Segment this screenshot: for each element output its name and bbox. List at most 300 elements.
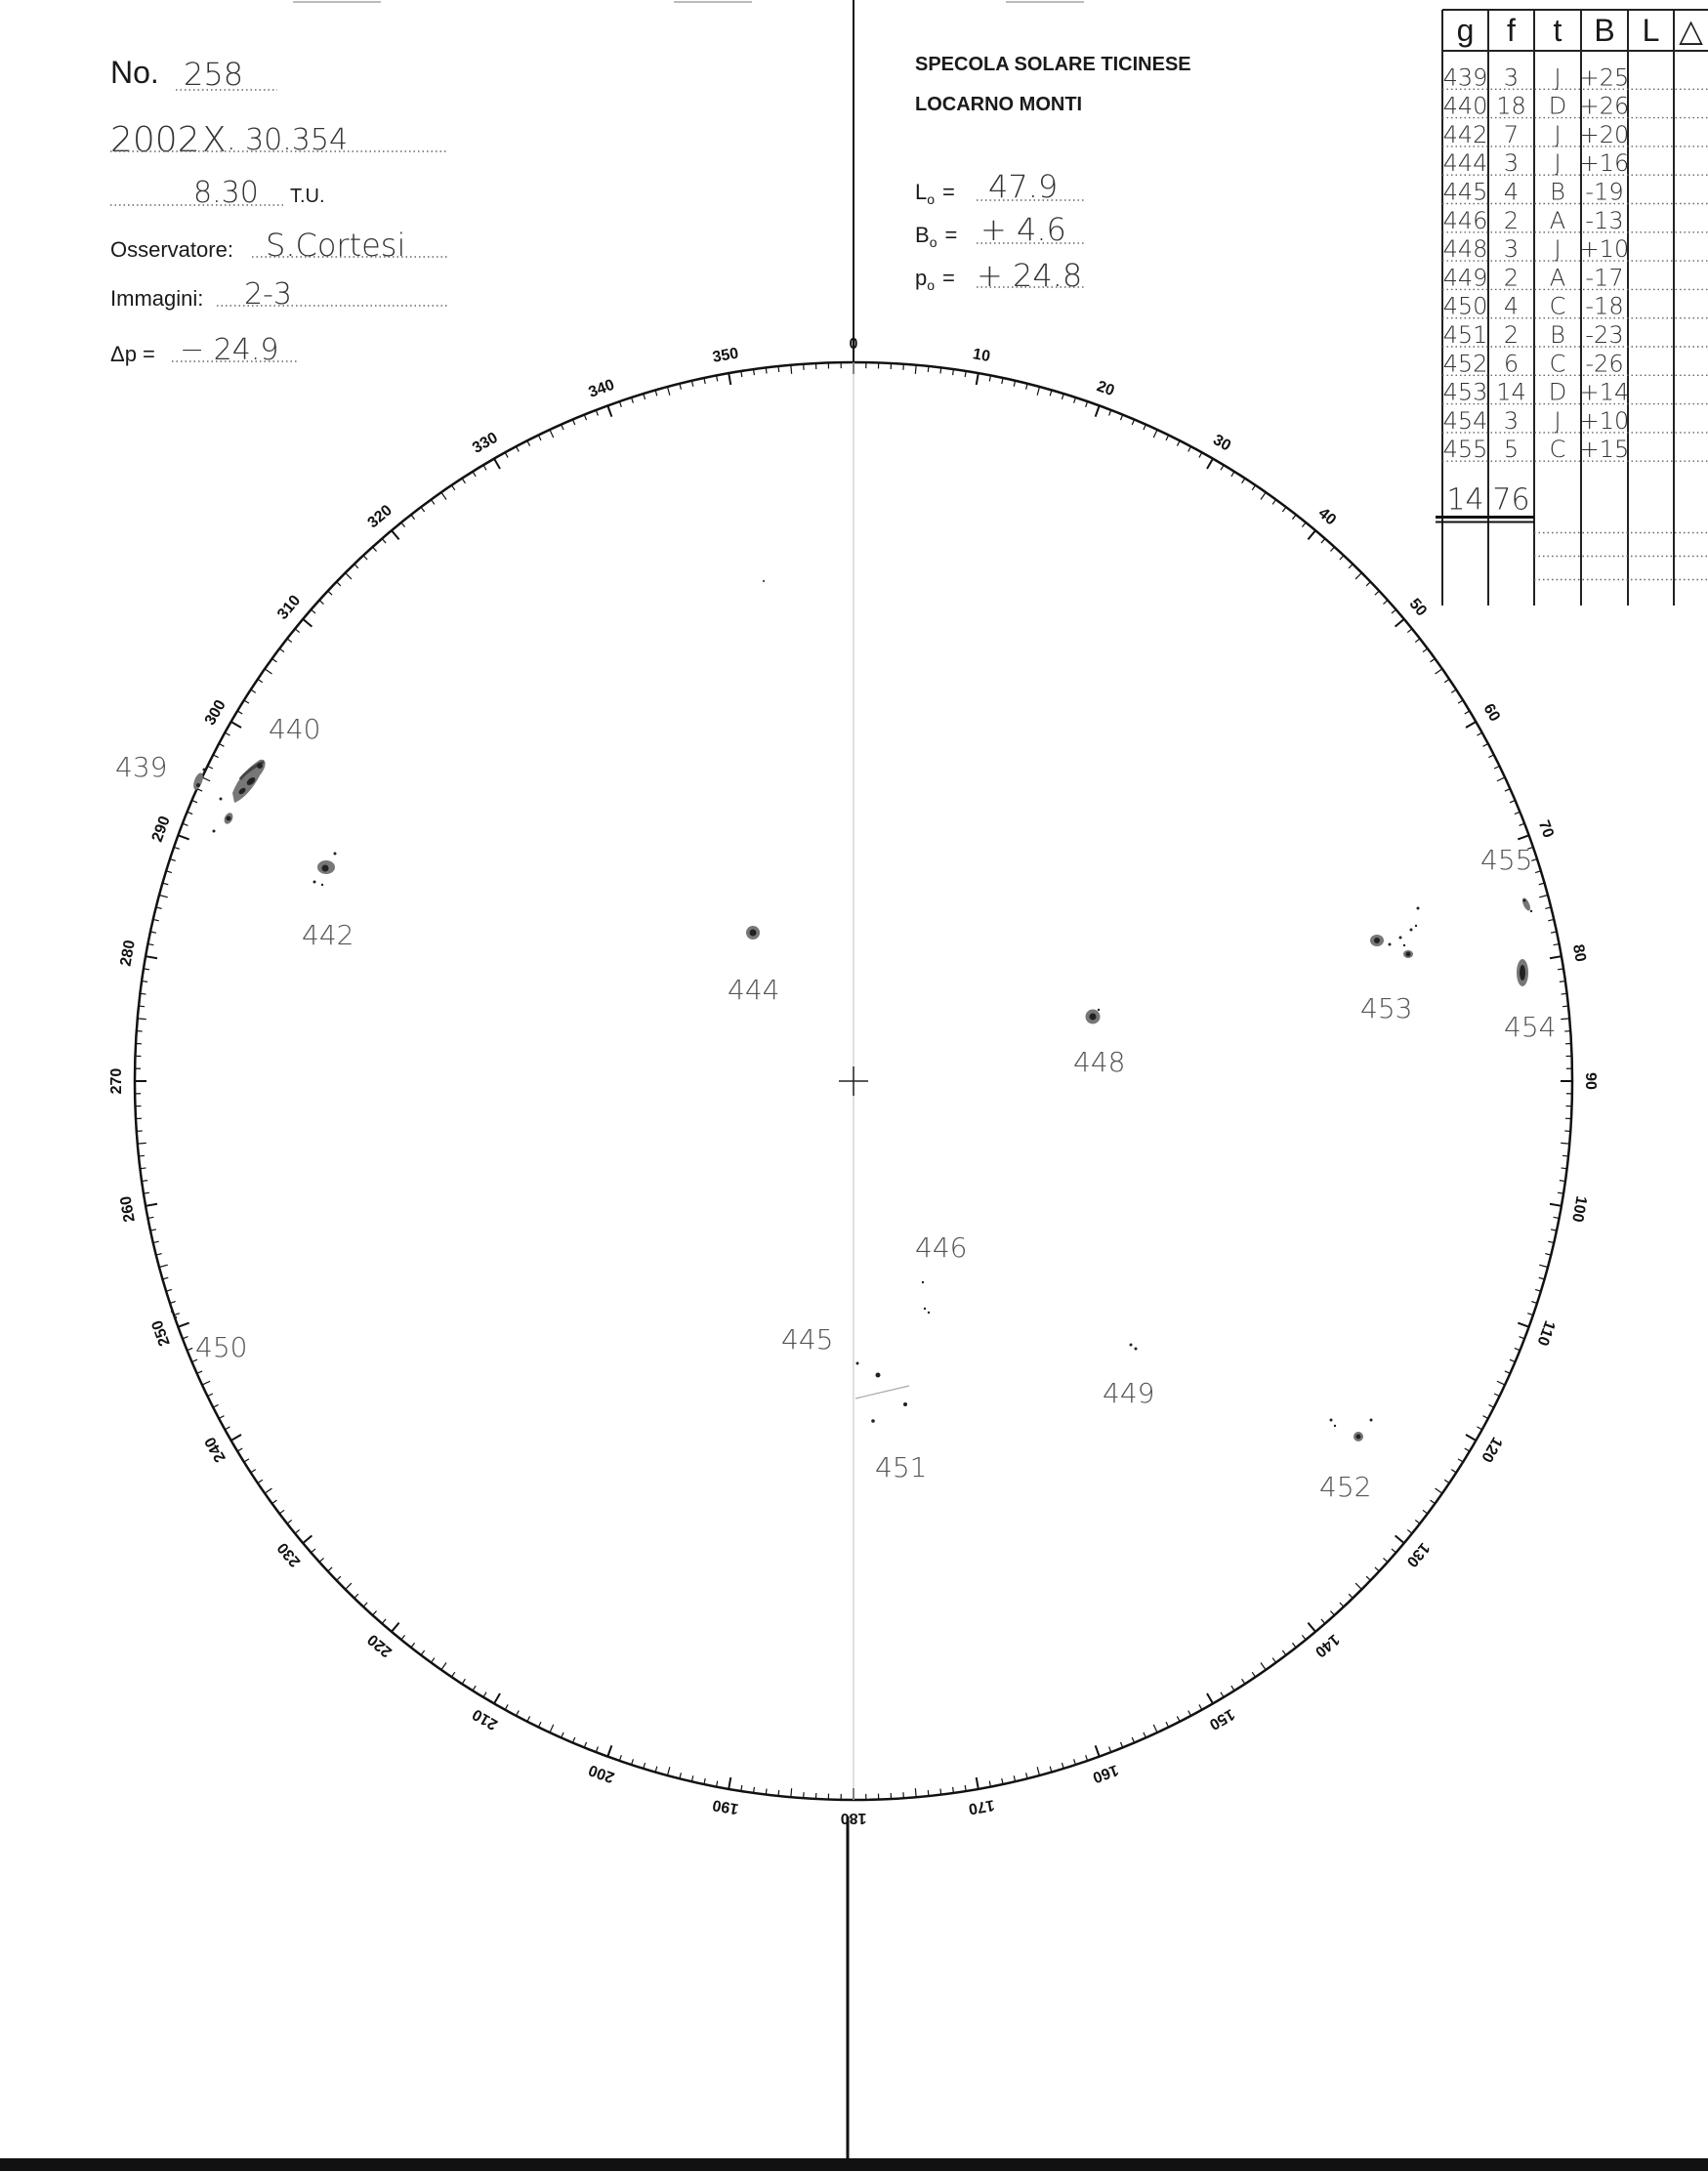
degree-tick [237, 1448, 242, 1451]
degree-tick [295, 629, 300, 633]
degree-label: 120 [1478, 1434, 1506, 1465]
table-cell-f: 2 [1503, 321, 1520, 349]
table-cell-t: C [1549, 436, 1566, 464]
P0-value: + 24.8 [977, 257, 1083, 294]
degree-tick [915, 365, 916, 374]
degree-tick [538, 435, 541, 439]
degree-tick [1539, 896, 1548, 898]
table-cell-g: 444 [1442, 149, 1488, 178]
degree-tick [213, 1404, 218, 1407]
degree-tick [1483, 743, 1488, 746]
degree-tick [202, 777, 210, 781]
degree-tick [1330, 547, 1334, 551]
degree-tick [729, 1777, 730, 1789]
degree-label: 310 [274, 592, 305, 623]
table-cell-B: +25 [1579, 63, 1630, 92]
degree-tick [1062, 1763, 1063, 1769]
degree-tick [392, 530, 399, 539]
degree-tick [1308, 530, 1315, 539]
degree-tick [1349, 564, 1353, 568]
degree-tick [754, 1787, 755, 1793]
degree-tick [251, 689, 256, 692]
table-cell-g: 454 [1442, 406, 1488, 435]
degree-label: 330 [470, 429, 501, 457]
table-cell-t: A [1549, 206, 1566, 234]
degree-tick [401, 1635, 405, 1640]
degree-tick [1423, 648, 1428, 652]
degree-label: 280 [117, 939, 139, 968]
degree-tick [219, 1416, 224, 1419]
degree-tick [142, 981, 147, 982]
degree-tick [1349, 1594, 1353, 1598]
group-label-446: 446 [915, 1232, 968, 1264]
degree-tick [337, 1576, 341, 1580]
table-cell-g: 451 [1442, 321, 1488, 349]
degree-tick [1494, 1394, 1499, 1397]
table-cell-B: +15 [1579, 436, 1630, 464]
table-cell-B: -17 [1585, 264, 1624, 292]
degree-tick [527, 440, 530, 445]
degree-tick [1355, 1583, 1361, 1589]
degree-tick [473, 1686, 476, 1691]
degree-label: 270 [108, 1067, 126, 1095]
table-cell-B: +16 [1579, 149, 1630, 178]
degree-tick [139, 1006, 145, 1007]
degree-tick [346, 573, 352, 579]
degree-tick [953, 369, 954, 375]
degree-label: 60 [1479, 700, 1504, 725]
table-cell-f: 18 [1496, 92, 1526, 120]
group-label-449: 449 [1103, 1377, 1155, 1409]
degree-tick [1497, 1381, 1505, 1385]
spot-group-453 [1370, 907, 1420, 959]
degree-tick [1392, 1549, 1396, 1553]
degree-label: 180 [840, 1809, 867, 1826]
degree-tick [1199, 1704, 1202, 1709]
table-header-2: f [1507, 13, 1516, 48]
degree-tick [225, 732, 229, 735]
degree-label: 220 [364, 1630, 396, 1660]
degree-tick [607, 405, 611, 416]
degree-tick [1561, 1143, 1569, 1144]
degree-label: 190 [711, 1796, 740, 1817]
L0-value: 47.9 [988, 168, 1059, 205]
degree-tick [462, 479, 465, 483]
degree-tick [1252, 1672, 1255, 1677]
degree-tick [1444, 679, 1449, 682]
degree-label: 10 [971, 346, 992, 366]
group-label-450: 450 [195, 1331, 248, 1363]
degree-tick [1221, 1692, 1224, 1697]
degree-tick [401, 522, 405, 527]
groups-table [1436, 10, 1708, 605]
degree-tick [527, 1716, 530, 1721]
degree-tick [1188, 1711, 1191, 1716]
degree-label: 100 [1568, 1194, 1590, 1224]
degree-tick [1062, 394, 1063, 399]
images-value: 2-3 [244, 277, 292, 312]
degree-tick [346, 1583, 352, 1589]
degree-tick [940, 1789, 941, 1795]
degree-label: 90 [1581, 1072, 1599, 1090]
degree-tick [668, 1767, 670, 1775]
degree-tick [431, 1658, 435, 1663]
degree-tick [146, 1204, 157, 1206]
table-cell-f: 2 [1503, 206, 1520, 234]
table-cell-t: A [1549, 264, 1566, 292]
total-groups: 14 [1446, 482, 1484, 518]
table-cell-g: 445 [1442, 178, 1488, 206]
degree-tick [1221, 465, 1224, 470]
spot-group-439 [191, 769, 205, 791]
degree-tick [140, 993, 146, 994]
degree-tick [1321, 539, 1325, 544]
degree-tick [244, 1459, 249, 1462]
degree-label: 340 [586, 376, 617, 401]
degree-label: 320 [364, 502, 396, 532]
degree-tick [138, 1019, 146, 1020]
degree-tick [791, 365, 792, 374]
degree-tick [1355, 573, 1361, 579]
table-cell-B: -23 [1585, 321, 1624, 349]
group-label-452: 452 [1319, 1471, 1372, 1503]
degree-tick [1539, 1265, 1548, 1267]
spot-group-445 [855, 1362, 909, 1407]
spot-group-451 [871, 1419, 875, 1423]
date-rest: . 30.354 [227, 123, 349, 157]
table-cell-t: D [1548, 92, 1567, 120]
degree-tick [1282, 507, 1286, 512]
degree-label: 110 [1533, 1317, 1559, 1349]
degree-tick [1153, 430, 1157, 438]
spot-group-452 [1330, 1419, 1373, 1442]
degree-tick [778, 1790, 779, 1796]
degree-tick [1562, 993, 1567, 994]
degree-tick [1177, 440, 1180, 445]
table-header-5: L [1642, 13, 1660, 48]
degree-tick [1518, 835, 1528, 839]
degree-tick [213, 755, 218, 758]
degree-tick [1096, 405, 1100, 416]
table-cell-t: C [1549, 292, 1566, 320]
degree-tick [1407, 1529, 1412, 1533]
degree-tick [607, 1745, 611, 1756]
degree-tick [312, 1549, 316, 1553]
table-cell-f: 3 [1503, 149, 1520, 178]
degree-tick [139, 1155, 145, 1156]
group-label-445: 445 [781, 1323, 834, 1356]
degree-tick [295, 1529, 300, 1533]
degree-tick [159, 1265, 168, 1267]
degree-tick [1560, 1181, 1565, 1182]
degree-tick [1252, 485, 1255, 490]
degree-tick [1477, 1427, 1481, 1430]
degree-tick [977, 1777, 979, 1789]
degree-tick [483, 1692, 486, 1697]
degree-tick [766, 367, 767, 373]
degree-tick [1415, 1520, 1420, 1524]
degree-tick [159, 896, 168, 898]
degree-tick [1231, 1686, 1234, 1691]
degree-tick [1383, 1558, 1387, 1562]
table-cell-f: 2 [1503, 264, 1520, 292]
degree-tick [1483, 1416, 1488, 1419]
degree-tick [258, 679, 263, 682]
degree-tick [231, 1435, 241, 1440]
degree-label: 250 [148, 1317, 174, 1349]
degree-tick [1488, 1404, 1493, 1407]
degree-tick [1431, 658, 1436, 662]
degree-tick [354, 564, 358, 568]
degree-tick [1261, 1663, 1266, 1670]
table-cell-g: 442 [1442, 120, 1488, 148]
degree-tick [1465, 1448, 1470, 1451]
degree-tick [1292, 1643, 1296, 1648]
degree-tick [140, 1168, 146, 1169]
delta-p-value: − 24.9 [180, 333, 279, 367]
degree-tick [1302, 522, 1306, 527]
degree-tick [146, 956, 157, 958]
degree-tick [441, 492, 446, 499]
degree-tick [1308, 1623, 1315, 1632]
degree-label: 300 [201, 697, 229, 729]
degree-tick [1561, 1019, 1569, 1020]
degree-tick [392, 1623, 399, 1632]
degree-label: 260 [117, 1194, 139, 1224]
degree-tick [1562, 1006, 1568, 1007]
table-cell-g: 453 [1442, 378, 1488, 406]
degree-tick [462, 1679, 465, 1684]
degree-tick [328, 591, 332, 595]
table-cell-f: 4 [1503, 178, 1520, 206]
group-label-454: 454 [1504, 1011, 1557, 1043]
degree-tick [178, 835, 188, 839]
group-labels [115, 713, 1559, 1503]
degree-tick [166, 871, 172, 873]
table-cell-g: 450 [1442, 292, 1488, 320]
images-label: Immagini: [110, 286, 204, 311]
table-cell-B: +10 [1579, 235, 1630, 264]
degree-tick [451, 485, 454, 490]
degree-tick [1436, 1488, 1442, 1493]
degree-tick [287, 639, 292, 643]
observer-value: S.Cortesi [266, 227, 406, 264]
table-cell-f: 6 [1503, 350, 1520, 378]
degree-tick [1466, 1435, 1476, 1440]
degree-tick [1407, 629, 1412, 633]
group-label-444: 444 [728, 974, 780, 1006]
degree-tick [953, 1787, 954, 1793]
table-cell-B: -18 [1585, 292, 1624, 320]
degree-label: 290 [148, 814, 174, 845]
bottom-black-band [0, 2158, 1708, 2171]
table-cell-t: B [1550, 321, 1565, 349]
degree-tick [1458, 1459, 1463, 1462]
number-label: No. [110, 55, 159, 90]
table-cell-t: J [1554, 235, 1562, 264]
degree-tick [312, 609, 316, 613]
degree-tick [1535, 1289, 1541, 1291]
degree-tick [1207, 459, 1213, 469]
degree-tick [538, 1722, 541, 1727]
degree-tick [251, 1470, 256, 1473]
degree-label: 80 [1568, 942, 1589, 964]
time-value: 8.30 [193, 176, 259, 210]
degree-tick [237, 711, 242, 714]
degree-tick [178, 1323, 188, 1327]
degree-tick [265, 669, 271, 674]
table-cell-f: 3 [1503, 406, 1520, 435]
table-cell-f: 3 [1503, 235, 1520, 264]
table-cell-B: -26 [1585, 350, 1624, 378]
degree-tick [1282, 1650, 1286, 1655]
spot-group-455 [1521, 897, 1532, 912]
degree-tick [1431, 1500, 1436, 1504]
degree-tick [928, 1790, 929, 1796]
table-cell-B: -13 [1585, 206, 1624, 234]
degree-tick [1451, 1470, 1456, 1473]
degree-tick [1535, 871, 1541, 873]
table-cell-t: J [1554, 120, 1562, 148]
degree-tick [319, 601, 323, 605]
degree-tick [1096, 1745, 1100, 1756]
degree-tick [373, 1610, 377, 1614]
degree-tick [473, 472, 476, 477]
degree-tick [1366, 1576, 1370, 1580]
institute-block [915, 54, 1191, 115]
degree-tick [1550, 956, 1562, 958]
spot-group-448 [1086, 1009, 1101, 1024]
table-cell-t: B [1550, 178, 1565, 206]
degree-tick [411, 515, 415, 520]
degree-tick [303, 619, 312, 627]
degree-label: 350 [711, 345, 740, 366]
degree-tick [494, 1693, 500, 1703]
degree-tick [1272, 1658, 1276, 1663]
group-label-448: 448 [1073, 1046, 1126, 1078]
degree-tick [1497, 777, 1505, 781]
spot-group-444 [746, 926, 760, 939]
degree-tick [928, 366, 929, 372]
degree-tick [303, 1535, 312, 1543]
degree-tick [373, 547, 377, 551]
degree-tick [1330, 1610, 1334, 1614]
observer-label: Osservatore: [110, 237, 233, 262]
degree-tick [279, 648, 284, 652]
degree-tick [1392, 609, 1396, 613]
L0-label: $L_o$ = [915, 180, 955, 207]
degree-tick [319, 1558, 323, 1562]
table-cell-f: 4 [1503, 292, 1520, 320]
degree-tick [287, 1520, 292, 1524]
degree-tick [1423, 1510, 1428, 1514]
degree-tick [516, 446, 519, 451]
degree-label: 210 [470, 1705, 501, 1733]
P0-label: $p_o$ = [915, 266, 955, 293]
table-header-6: △ [1679, 13, 1703, 48]
B0-label: $B_o$ = [915, 223, 958, 250]
degree-tick [1375, 591, 1379, 595]
table-cell-B: +14 [1579, 378, 1630, 406]
degree-tick [1488, 755, 1493, 758]
spot-group-454 [1517, 959, 1528, 986]
delta-p-label: Δp = [110, 342, 155, 366]
table-header-1: g [1456, 13, 1475, 48]
table-cell-g: 455 [1442, 436, 1488, 464]
B0-value: + 4.6 [980, 211, 1066, 248]
degree-tick [328, 1567, 332, 1571]
table-header-3: t [1553, 13, 1562, 48]
degree-tick [1166, 435, 1169, 439]
table-cell-g: 452 [1442, 350, 1488, 378]
degree-tick [766, 1789, 767, 1795]
degree-label: 240 [201, 1434, 229, 1465]
solar-disk [108, 336, 1599, 1826]
degree-tick [1153, 1725, 1157, 1733]
sunspot-drawings [171, 580, 1532, 1441]
degree-tick [382, 1619, 386, 1624]
degree-tick [1550, 1204, 1562, 1206]
spot-group-446 [922, 1281, 930, 1314]
degree-tick [550, 430, 554, 438]
degree-tick [1444, 1480, 1449, 1482]
degree-tick [977, 373, 979, 385]
degree-tick [1242, 479, 1245, 483]
time-unit: T.U. [290, 186, 325, 207]
degree-label: 30 [1210, 431, 1234, 455]
degree-label: 170 [967, 1796, 996, 1817]
group-label-439: 439 [115, 751, 168, 783]
group-label-442: 442 [302, 919, 354, 951]
degree-tick [1188, 446, 1191, 451]
total-spots: 76 [1492, 482, 1530, 518]
degree-tick [1321, 1619, 1325, 1624]
degree-tick [1037, 1767, 1039, 1775]
degree-tick [363, 1603, 367, 1607]
table-cell-B: +10 [1579, 406, 1630, 435]
degree-tick [219, 743, 224, 746]
degree-label: 20 [1094, 378, 1117, 400]
degree-label: 230 [274, 1539, 305, 1570]
degree-tick [940, 367, 941, 373]
degree-tick [421, 1650, 425, 1655]
degree-tick [1166, 1722, 1169, 1727]
table-cell-f: 14 [1496, 378, 1526, 406]
table-cell-t: D [1548, 378, 1567, 406]
degree-tick [550, 1725, 554, 1733]
degree-tick [431, 500, 435, 505]
degree-tick [225, 1427, 229, 1430]
table-cell-g: 439 [1442, 63, 1488, 92]
degree-tick [265, 1488, 271, 1493]
degree-tick [1396, 1535, 1404, 1543]
degree-tick [258, 1480, 263, 1482]
degree-tick [1396, 619, 1404, 627]
date-year: 2002 [110, 120, 200, 160]
degree-tick [668, 387, 670, 396]
table-cell-t: J [1554, 63, 1562, 92]
degree-tick [138, 1143, 146, 1144]
degree-tick [1477, 732, 1481, 735]
degree-tick [1340, 1603, 1344, 1607]
degree-tick [1272, 500, 1276, 505]
degree-tick [1261, 492, 1266, 499]
spot-group-440 [213, 760, 266, 833]
degree-tick [354, 1594, 358, 1598]
degree-tick [166, 1289, 172, 1291]
degree-tick [1302, 1635, 1306, 1640]
degree-tick [778, 366, 779, 372]
